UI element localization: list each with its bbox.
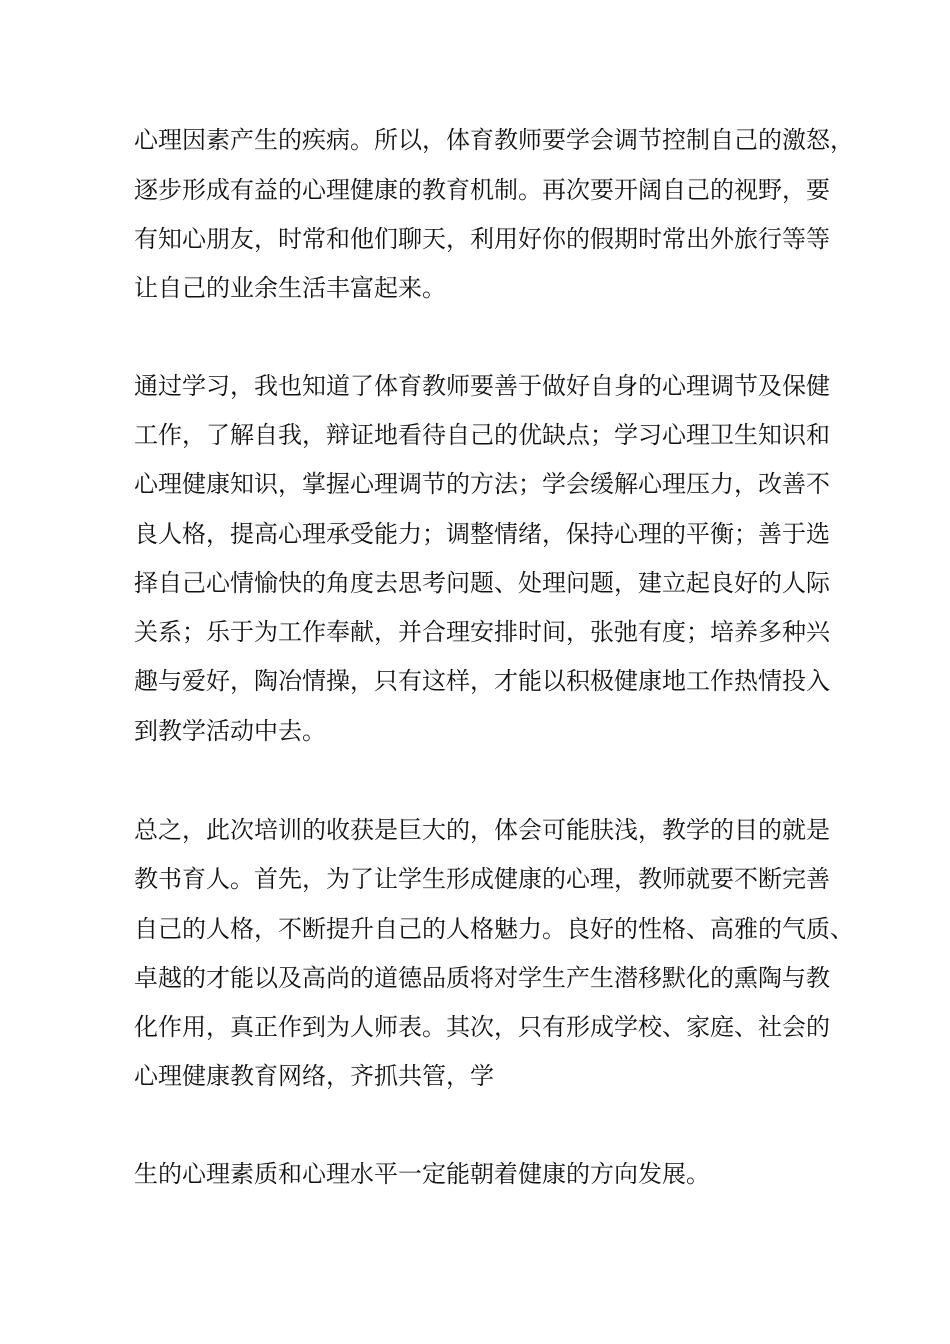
paragraph-1-line-4: 让自己的业余生活丰富起来。	[134, 274, 446, 302]
paragraph-3-line-5: 化作用，真正作到为人师表。其次，只有形成学校、家庭、社会的	[134, 1013, 830, 1041]
paragraph-1-line-2: 逐步形成有益的心理健康的教育机制。再次要开阔自己的视野，要	[134, 176, 830, 204]
paragraph-1-line-1: 心理因素产生的疾病。所以，体育教师要学会调节控制自己的激怒，	[134, 126, 854, 154]
paragraph-4-line-1: 生的心理素质和心理水平一定能朝着健康的方向发展。	[134, 1160, 710, 1188]
paragraph-2-line-4: 良人格，提高心理承受能力；调整情绪，保持心理的平衡；善于选	[134, 520, 830, 548]
paragraph-3-line-4: 卓越的才能以及高尚的道德品质将对学生产生潜移默化的熏陶与教	[134, 964, 830, 992]
paragraph-3-line-2: 教书育人。首先，为了让学生形成健康的心理，教师就要不断完善	[134, 865, 830, 893]
paragraph-3-line-3: 自己的人格，不断提升自己的人格魅力。良好的性格、高雅的气质、	[134, 915, 854, 943]
paragraph-1-line-3: 有知心朋友，时常和他们聊天，利用好你的假期时常出外旅行等等	[134, 225, 830, 253]
paragraph-2-line-1: 通过学习，我也知道了体育教师要善于做好自身的心理调节及保健	[134, 372, 830, 400]
paragraph-2-line-3: 心理健康知识，掌握心理调节的方法；学会缓解心理压力，改善不	[134, 470, 830, 498]
paragraph-2-line-7: 趣与爱好，陶冶情操，只有这样，才能以积极健康地工作热情投入	[134, 667, 830, 695]
paragraph-2-line-6: 关系；乐于为工作奉献，并合理安排时间，张弛有度；培养多种兴	[134, 618, 830, 646]
paragraph-3-line-1: 总之，此次培训的收获是巨大的，体会可能肤浅，教学的目的就是	[134, 816, 830, 844]
paragraph-2-line-8: 到教学活动中去。	[134, 717, 326, 745]
paragraph-3-line-6: 心理健康教育网络，齐抓共管，学	[134, 1062, 494, 1090]
paragraph-2-line-5: 择自己心情愉快的角度去思考问题、处理问题，建立起良好的人际	[134, 569, 830, 597]
paragraph-2-line-2: 工作，了解自我，辩证地看待自己的优缺点；学习心理卫生知识和	[134, 421, 830, 449]
